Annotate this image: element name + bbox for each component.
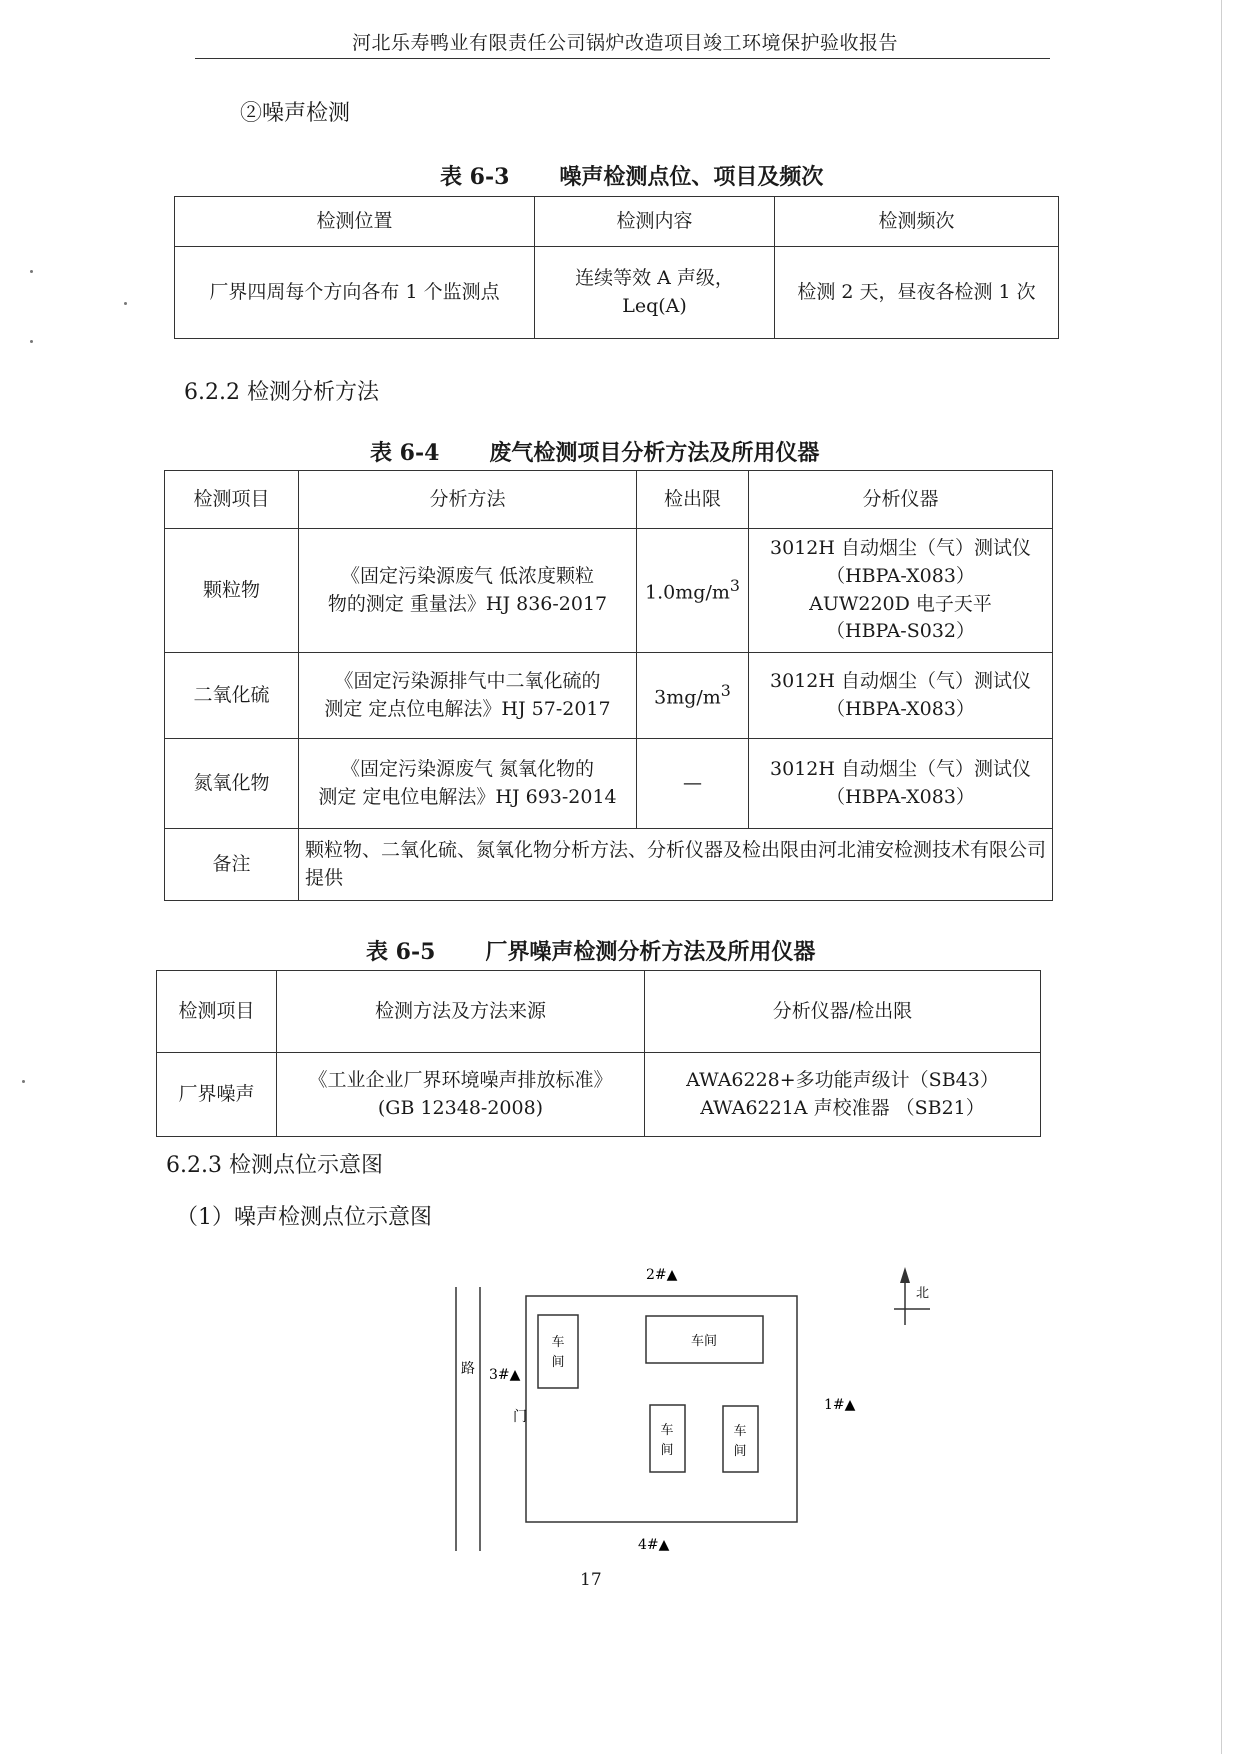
page-edge-line — [1221, 0, 1222, 1754]
method-cell — [299, 739, 637, 829]
table-row — [165, 653, 1053, 739]
method-line: 《工业企业厂界环境噪声排放标准》 — [308, 1068, 613, 1091]
limit-cell: — — [637, 739, 749, 829]
method-cell — [299, 529, 637, 653]
workshop-label: 车间 — [690, 1334, 718, 1349]
table-6-4-caption — [370, 436, 819, 467]
limit-value: 1.0mg/m — [645, 580, 730, 603]
scan-speck — [30, 340, 33, 343]
scan-speck — [124, 302, 127, 305]
instrument-line: 3012H 自动烟尘（气）测试仪 — [770, 669, 1031, 692]
noise-diagram-heading: （1）噪声检测点位示意图 — [176, 1205, 432, 1230]
table-row — [165, 739, 1053, 829]
table-6-3 — [174, 196, 1059, 339]
instrument-line: AWA6228+多功能声级计（SB43） — [686, 1068, 999, 1091]
page-number: 17 — [580, 1570, 602, 1590]
remark-text-cell: 颗粒物、二氧化硫、氮氧化物分析方法、分析仪器及检出限由河北浦安检测技术有限公司提供 — [299, 829, 1053, 901]
item-cell: 氮氧化物 — [165, 739, 299, 829]
content-line: 连续等效 A 声级， — [575, 266, 734, 289]
instrument-line: AWA6221A 声校准器 （SB21） — [700, 1096, 985, 1119]
method-line: 《固定污染源废气 氮氧化物的 — [340, 757, 595, 780]
table-header-row — [165, 471, 1053, 529]
north-arrow-icon — [900, 1267, 910, 1283]
workshop-label: 车 — [551, 1335, 565, 1350]
table-header-cell: 分析仪器 — [749, 471, 1053, 529]
content-cell — [535, 247, 775, 339]
north-label: 北 — [916, 1286, 930, 1301]
table-header-cell: 检测方法及方法来源 — [277, 971, 645, 1053]
instrument-cell — [749, 739, 1053, 829]
method-line: 物的测定 重量法》HJ 836-2017 — [327, 592, 608, 615]
instrument-line: （HBPA-X083） — [826, 785, 975, 808]
monitoring-point-4: 4#▲ — [638, 1537, 670, 1553]
table-header-cell: 检测内容 — [535, 197, 775, 247]
header-rule — [195, 58, 1050, 59]
limit-superscript: 3 — [720, 680, 731, 700]
noise-monitoring-site-diagram — [440, 1255, 940, 1555]
table-header-cell: 分析方法 — [299, 471, 637, 529]
method-line: 《固定污染源废气 低浓度颗粒 — [340, 564, 595, 587]
item-cell: 厂界噪声 — [157, 1053, 277, 1137]
instrument-line: AUW220D 电子天平 — [809, 592, 992, 615]
instrument-cell — [749, 529, 1053, 653]
workshop-label: 间 — [660, 1443, 674, 1458]
site-diagram-svg — [440, 1255, 940, 1555]
workshop-box — [723, 1406, 758, 1472]
method-line: 测定 定电位电解法》HJ 693-2014 — [318, 785, 617, 808]
gate-label: 门 — [513, 1409, 527, 1425]
monitoring-point-2: 2#▲ — [646, 1267, 678, 1283]
table-header-row — [175, 197, 1059, 247]
method-cell — [299, 653, 637, 739]
table-header-cell: 检出限 — [637, 471, 749, 529]
monitoring-point-1: 1#▲ — [824, 1397, 856, 1413]
method-cell — [277, 1053, 645, 1137]
table-6-5-number: 表 6-5 — [366, 939, 436, 965]
table-header-cell: 检测频次 — [775, 197, 1059, 247]
limit-value: 3mg/m — [654, 685, 721, 708]
content-line: Leq(A) — [622, 294, 687, 317]
scan-speck — [22, 1080, 25, 1083]
limit-superscript: 3 — [729, 575, 740, 595]
table-row — [175, 247, 1059, 339]
table-row — [165, 529, 1053, 653]
report-header-title: 河北乐寿鸭业有限责任公司锅炉改造项目竣工环境保护验收报告 — [351, 32, 898, 54]
table-6-5-caption — [366, 935, 815, 966]
remark-label-cell: 备注 — [165, 829, 299, 901]
table-6-5 — [156, 970, 1041, 1137]
frequency-cell: 检测 2 天，昼夜各检测 1 次 — [775, 247, 1059, 339]
road-label: 路 — [461, 1361, 475, 1377]
workshop-box — [650, 1405, 685, 1472]
table-header-cell: 分析仪器/检出限 — [645, 971, 1041, 1053]
instrument-line: （HBPA-X083） — [826, 564, 975, 587]
instrument-line: （HBPA-S032） — [826, 620, 975, 643]
table-6-3-number: 表 6-3 — [440, 164, 510, 190]
item-cell: 颗粒物 — [165, 529, 299, 653]
instrument-cell — [749, 653, 1053, 739]
table-6-3-title: 噪声检测点位、项目及频次 — [559, 164, 824, 190]
workshop-label: 车 — [733, 1424, 747, 1439]
instrument-line: 3012H 自动烟尘（气）测试仪 — [770, 757, 1031, 780]
table-6-3-caption — [440, 160, 823, 191]
limit-cell — [637, 529, 749, 653]
table-header-cell: 检测位置 — [175, 197, 535, 247]
factory-boundary — [526, 1296, 797, 1522]
table-header-cell: 检测项目 — [157, 971, 277, 1053]
monitoring-point-3: 3#▲ — [489, 1367, 521, 1383]
table-6-4-number: 表 6-4 — [370, 440, 440, 466]
table-6-4 — [164, 470, 1053, 901]
table-header-row — [157, 971, 1041, 1053]
method-line: 测定 定点位电解法》HJ 57-2017 — [324, 697, 611, 720]
table-header-cell: 检测项目 — [165, 471, 299, 529]
item-cell: 二氧化硫 — [165, 653, 299, 739]
instrument-cell — [645, 1053, 1041, 1137]
workshop-box — [538, 1315, 578, 1388]
table-row — [157, 1053, 1041, 1137]
section-6-2-2-heading: 6.2.2 检测分析方法 — [184, 380, 379, 405]
section-6-2-3-heading: 6.2.3 检测点位示意图 — [166, 1153, 383, 1178]
workshop-label: 间 — [551, 1355, 565, 1370]
table-6-4-title: 废气检测项目分析方法及所用仪器 — [489, 440, 820, 466]
scan-speck — [30, 270, 33, 273]
limit-cell — [637, 653, 749, 739]
instrument-line: （HBPA-X083） — [826, 697, 975, 720]
table-6-5-title: 厂界噪声检测分析方法及所用仪器 — [485, 939, 816, 965]
workshop-label: 车 — [660, 1423, 674, 1438]
location-cell: 厂界四周每个方向各布 1 个监测点 — [175, 247, 535, 339]
instrument-line: 3012H 自动烟尘（气）测试仪 — [770, 537, 1031, 560]
remark-row — [165, 829, 1053, 901]
noise-section-heading: ②噪声检测 — [240, 101, 351, 126]
method-line: 《固定污染源排气中二氧化硫的 — [334, 669, 601, 692]
method-line: (GB 12348-2008) — [377, 1096, 544, 1119]
workshop-label: 间 — [733, 1444, 747, 1459]
